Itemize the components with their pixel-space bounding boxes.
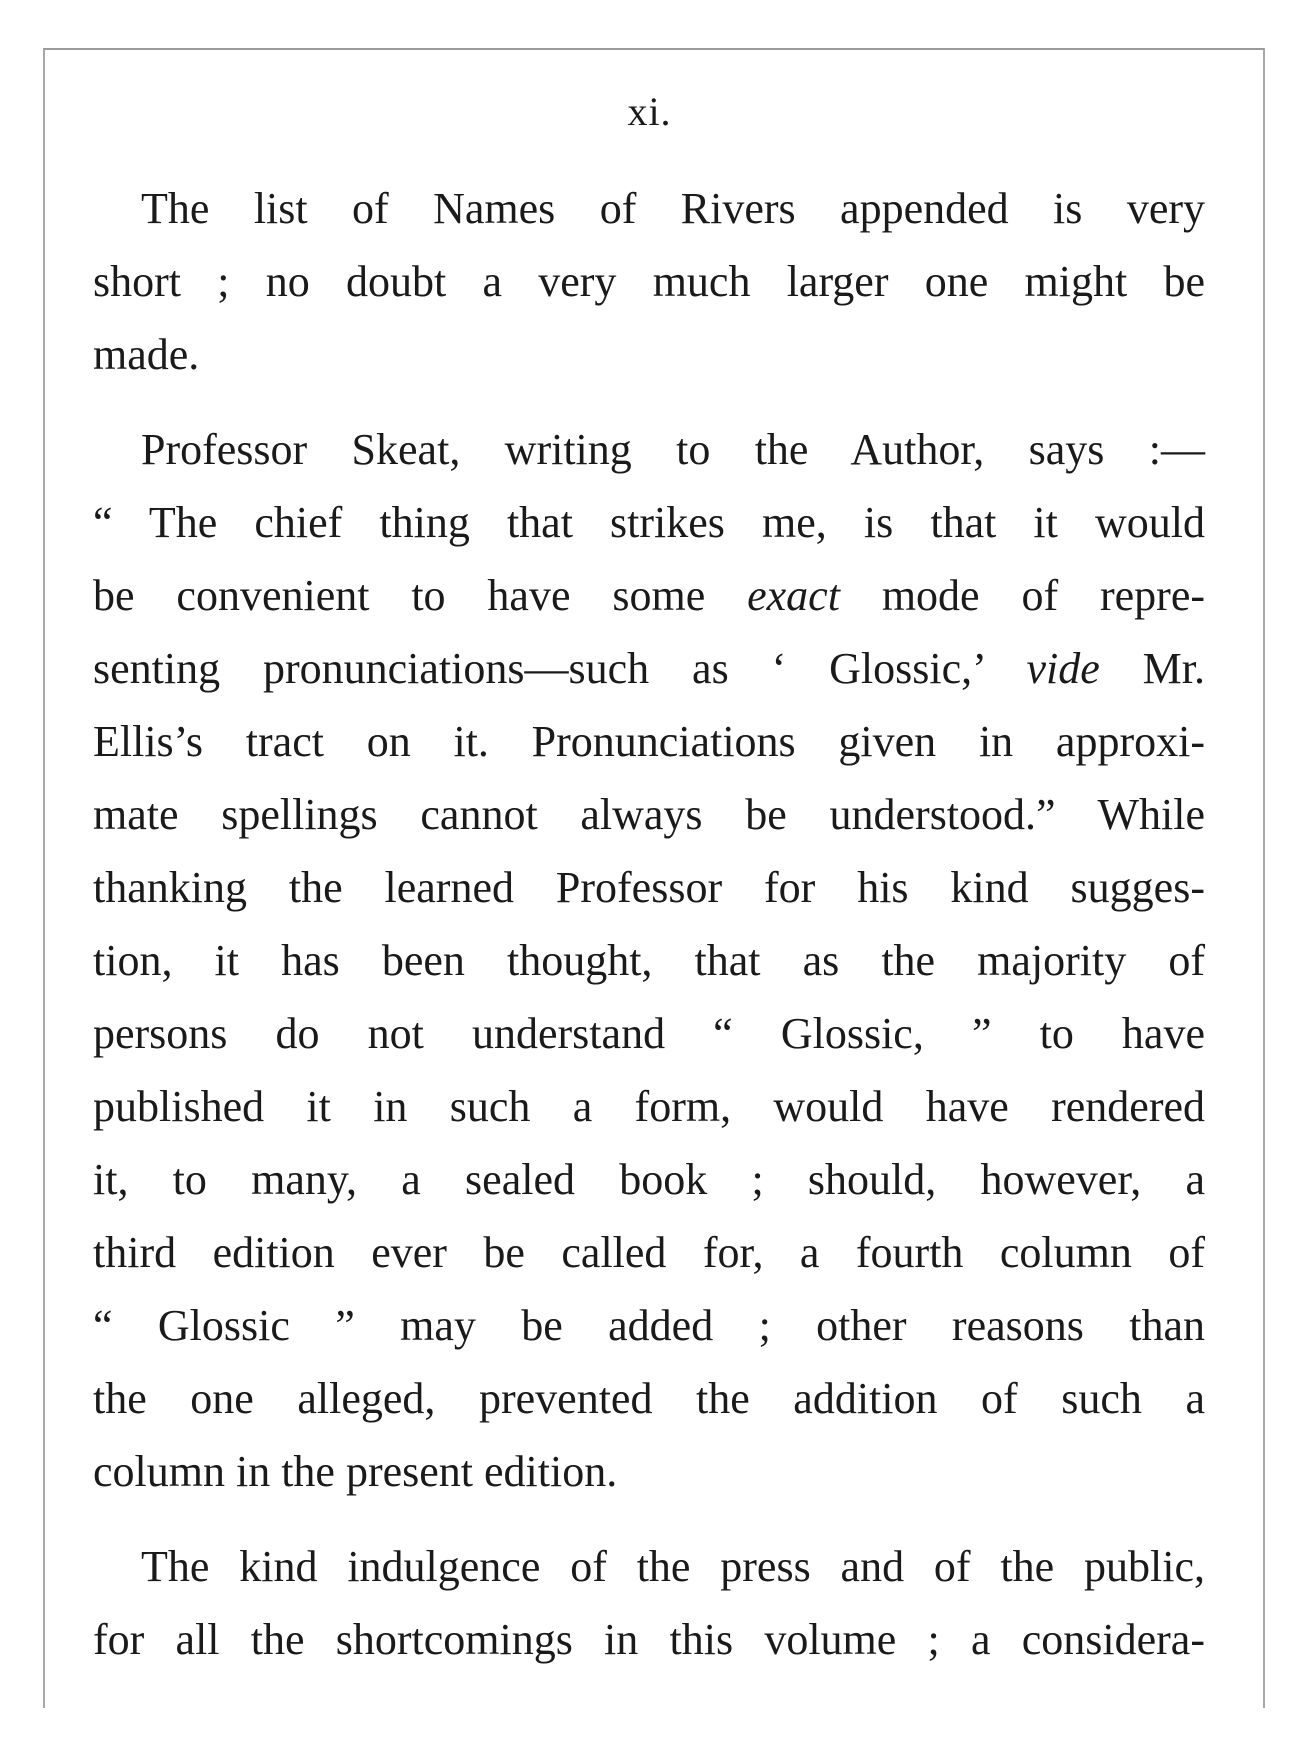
text-line: Professor Skeat, writing to the Author, says :— xyxy=(141,425,1205,474)
text-line: “ The chief thing that strikes me, is that it would xyxy=(93,498,1205,547)
italic-word: vide xyxy=(1026,644,1100,693)
text-line: The kind indulgence of the press and of the public, xyxy=(141,1542,1205,1591)
page-number: xi. xyxy=(627,89,672,134)
text-line: senting pronunciations—such as ‘ Glossic,’ vide Mr. xyxy=(93,644,1205,693)
text-line: short ; no doubt a very much larger one might be xyxy=(93,257,1205,306)
text-line: made. xyxy=(93,330,200,379)
text-line: thanking the learned Professor for his kind sugges- xyxy=(93,863,1205,912)
text-line: for all the shortcomings in this volume ; a considera- xyxy=(93,1615,1205,1664)
body-text xyxy=(93,172,1205,1676)
text-line: column in the present edition. xyxy=(93,1447,618,1496)
text-line: the one alleged, prevented the addition of such a xyxy=(93,1374,1205,1423)
text-line: mate spellings cannot always be understood.” While xyxy=(93,790,1205,839)
text-line: persons do not understand “ Glossic, ” to have xyxy=(93,1009,1205,1058)
text-line: be convenient to have some exact mode of repre- xyxy=(93,571,1205,620)
italic-word: exact xyxy=(747,571,840,620)
text-line: “ Glossic ” may be added ; other reasons than xyxy=(93,1301,1205,1350)
text-line: it, to many, a sealed book ; should, however, a xyxy=(93,1155,1205,1204)
text-line: tion, it has been thought, that as the majority of xyxy=(93,936,1205,985)
text-line: third edition ever be called for, a fourth column of xyxy=(93,1228,1205,1277)
text-line: The list of Names of Rivers appended is very xyxy=(141,184,1205,233)
text-line: Ellis’s tract on it. Pronunciations given in approxi- xyxy=(93,717,1205,766)
text-line: published it in such a form, would have rendered xyxy=(93,1082,1205,1131)
